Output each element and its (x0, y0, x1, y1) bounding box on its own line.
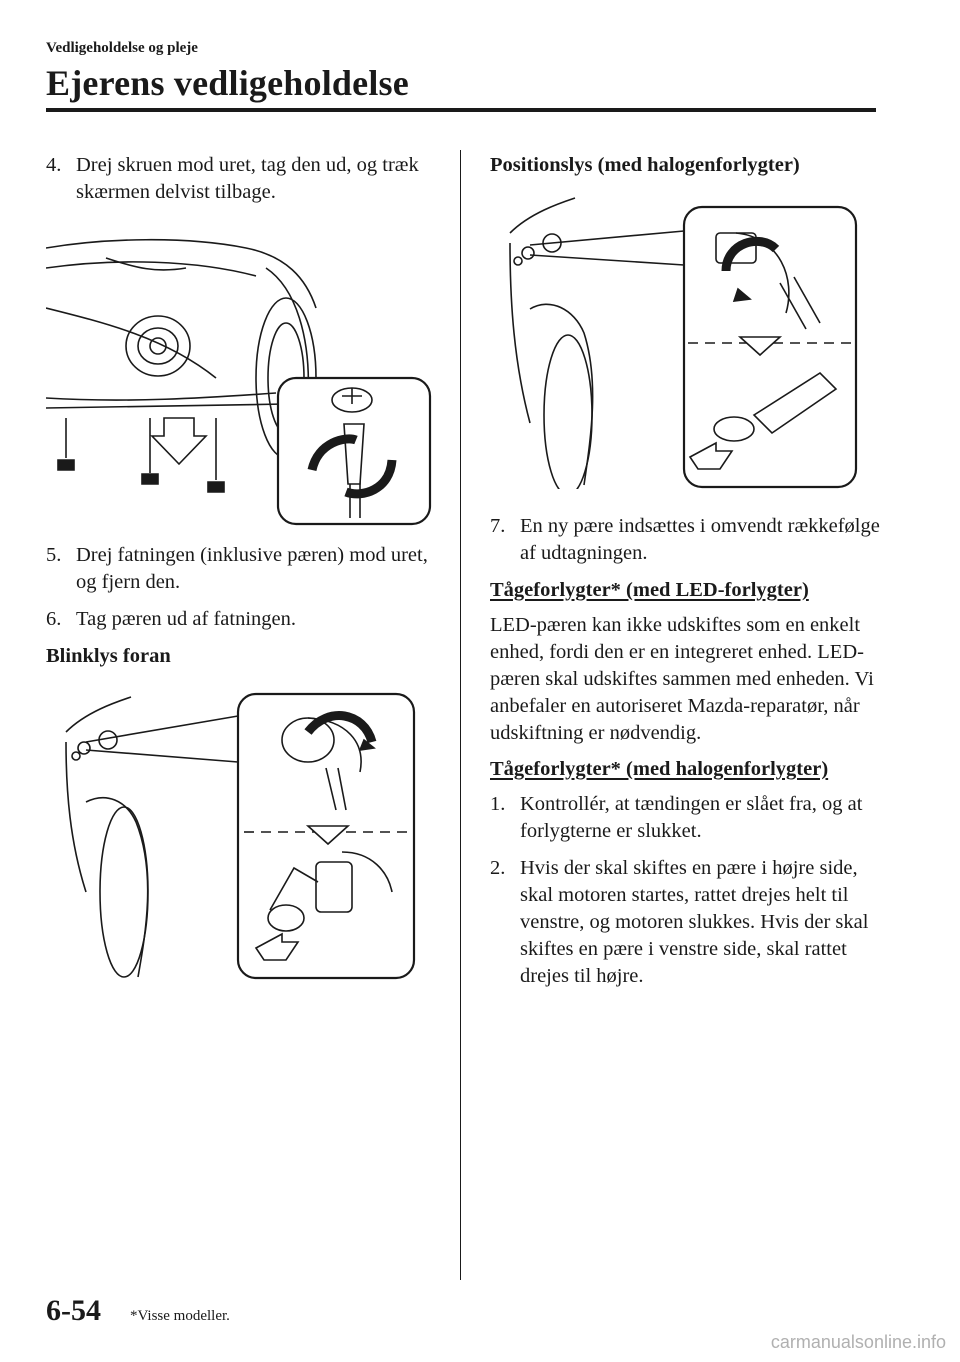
step-text: Tag pæren ud af fatningen. (76, 608, 297, 630)
heading-blinklys: Blinklys foran (46, 645, 171, 667)
right-column (490, 152, 880, 1000)
step-5 (46, 542, 441, 596)
step-number: 4. (46, 154, 62, 176)
left-column (46, 152, 441, 982)
step-number: 7. (490, 515, 506, 537)
turn-signal-illustration (46, 692, 441, 982)
heading-led-fog-lights: Tågeforlygter* (med LED-forlygter) (490, 579, 809, 601)
bumper-screw-illustration (46, 228, 441, 528)
heading-halogen-fog-lights: Tågeforlygter* (med halogenforlygter) (490, 758, 829, 780)
step-2 (490, 855, 880, 990)
led-paragraph: LED-pæren kan ikke udskiftes som en enkelt enhed, fordi den er en integreret enhed. LED-pæren skal udskiftes sammen med enheden. Vi anbefaler en autoriseret Mazda-reparatør, når udskiftning er nødvendig. (490, 614, 874, 744)
watermark: carmanualsonline.info (770, 1332, 946, 1352)
column-divider (460, 150, 461, 1280)
page-title: Ejerens vedligeholdelse (46, 63, 409, 103)
footnote: *Visse modeller. (130, 1308, 230, 1324)
step-6 (46, 606, 441, 633)
step-text: Drej skruen mod uret, tag den ud, og træk skærmen delvist tilbage. (76, 154, 419, 203)
step-number: 5. (46, 544, 62, 566)
step-number: 6. (46, 608, 62, 630)
step-number: 1. (490, 793, 506, 815)
step-text: Hvis der skal skiftes en pære i højre side, skal motoren startes, rattet drejes helt til venstre, og motoren slukkes. Hvis der skal skiftes en pære i venstre side, skal rattet drejes til højre. (520, 857, 869, 987)
step-text: Kontrollér, at tændingen er slået fra, og at forlygterne er slukket. (520, 793, 863, 842)
heading-positionslys: Positionslys (med halogenforlygter) (490, 154, 800, 176)
step-text: En ny pære indsættes i omvendt rækkefølge af udtagningen. (520, 515, 880, 564)
title-rule (46, 108, 876, 112)
step-7 (490, 513, 880, 567)
step-text: Drej fatningen (inklusive pæren) mod uret, og fjern den. (76, 544, 428, 593)
section-label: Vedligeholdelse og pleje (46, 40, 198, 56)
step-1 (490, 791, 880, 845)
step-number: 2. (490, 857, 506, 879)
page-number: 6-54 (46, 1294, 101, 1327)
step-4 (46, 152, 441, 206)
position-light-illustration (490, 193, 880, 489)
